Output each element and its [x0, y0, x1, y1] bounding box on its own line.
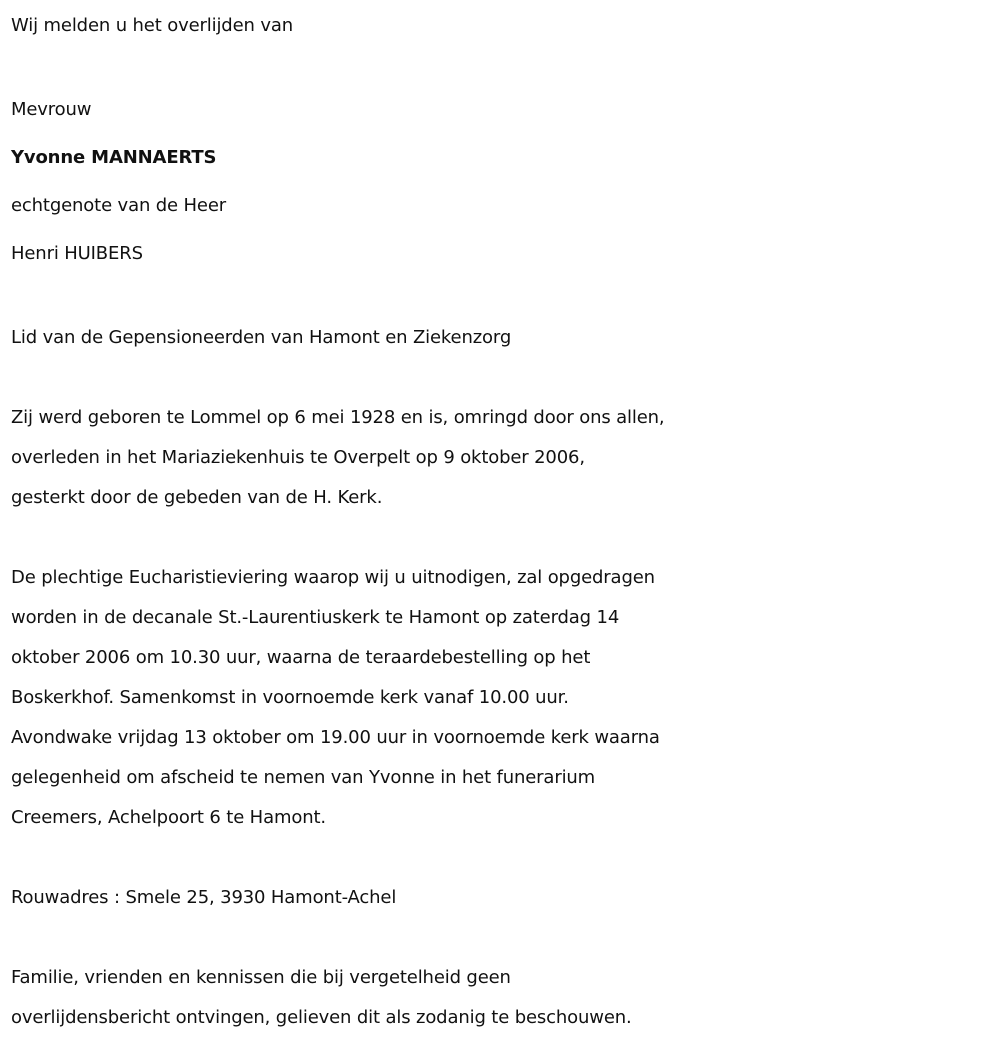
birth-death-line: gesterkt door de gebeden van de H. Kerk. — [11, 487, 383, 508]
title-text: Mevrouw — [11, 99, 92, 120]
closing-line: overlijdensbericht ontvingen, gelieven dit als zodanig te beschouwen. — [11, 1007, 632, 1028]
spouse-name: Henri HUIBERS — [11, 243, 143, 264]
ceremony-line: gelegenheid om afscheid te nemen van Yvonne in het funerarium — [11, 767, 596, 788]
deceased-name: Yvonne MANNAERTS — [11, 147, 217, 168]
ceremony-line: Avondwake vrijdag 13 oktober om 19.00 uur in voornoemde kerk waarna — [11, 727, 660, 748]
closing-line: Familie, vrienden en kennissen die bij vergetelheid geen — [11, 967, 511, 988]
birth-death-line: Zij werd geboren te Lommel op 6 mei 1928 en is, omringd door ons allen, — [11, 407, 665, 428]
spacer — [11, 518, 996, 558]
spacer — [11, 918, 996, 958]
ceremony-line: Boskerkhof. Samenkomst in voornoemde kerk vanaf 10.00 uur. — [11, 687, 569, 708]
spacer — [11, 278, 996, 318]
membership-text: Lid van de Gepensioneerden van Hamont en Ziekenzorg — [11, 327, 512, 348]
birth-death-line: overleden in het Mariaziekenhuis te Overpelt op 9 oktober 2006, — [11, 447, 585, 468]
spacer — [11, 838, 996, 878]
relation-text: echtgenote van de Heer — [11, 195, 227, 216]
mourning-address: Rouwadres : Smele 25, 3930 Hamont-Achel — [11, 887, 397, 908]
ceremony-line: De plechtige Eucharistieviering waarop wij u uitnodigen, zal opgedragen — [11, 567, 655, 588]
obituary-notice — [11, 6, 996, 1038]
spacer — [11, 358, 996, 398]
ceremony-line: Creemers, Achelpoort 6 te Hamont. — [11, 807, 326, 828]
intro-text: Wij melden u het overlijden van — [11, 15, 293, 36]
spacer — [11, 46, 996, 86]
ceremony-line: worden in de decanale St.-Laurentiuskerk te Hamont op zaterdag 14 — [11, 607, 620, 628]
ceremony-line: oktober 2006 om 10.30 uur, waarna de teraardebestelling op het — [11, 647, 591, 668]
